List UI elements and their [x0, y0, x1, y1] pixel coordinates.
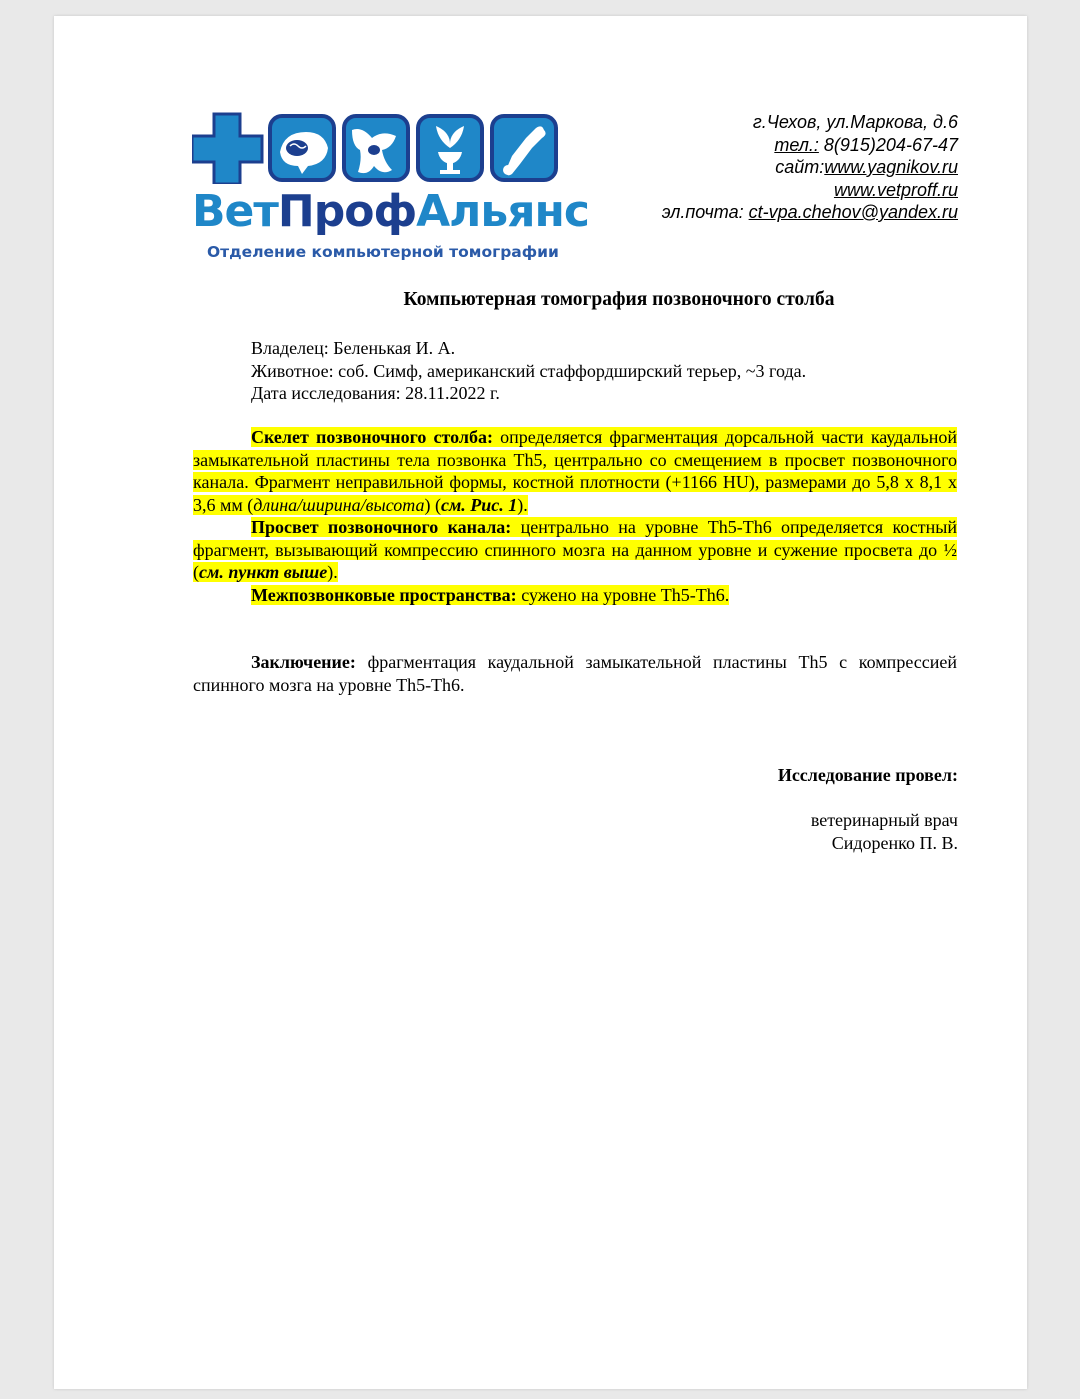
signer-name: Сидоренко П. В. [831, 832, 958, 853]
site-link-1[interactable]: www.yagnikov.ru [824, 157, 958, 177]
phone-line [662, 134, 958, 157]
brain-icon [270, 116, 334, 180]
finding-text: центрально на уровне Th5-Th6 определяется костный фрагмент, вызывающий компрессию спинного мозга на данном уровне и сужение просвета до ½ ( [193, 517, 957, 582]
logo-wordmark [192, 186, 589, 237]
spine-icon [418, 116, 482, 180]
logo-name-part3: Альянс [416, 186, 589, 237]
site-label: сайт: [775, 157, 825, 177]
patient-info [251, 337, 806, 405]
finding-spine-skeleton [193, 426, 957, 516]
finding-highlight [193, 427, 957, 515]
phone-number: 8(915)204-67-47 [818, 134, 958, 155]
finding-highlight [193, 517, 957, 582]
finding-text: сужено на уровне Th5-Th6. [516, 584, 730, 605]
finding-ref: см. Рис. 1 [440, 494, 518, 515]
site-link-2[interactable]: www.vetproff.ru [833, 179, 958, 200]
owner-line: Владелец: Беленькая И. А. [251, 338, 456, 358]
logo-name-part1: Вет [192, 186, 278, 237]
conclusion-paragraph [193, 651, 957, 696]
finding-label: Межпозвонковые пространства: [251, 584, 517, 605]
animal-line: Животное: соб. Симф, американский стаффордширский терьер, ~3 года. [251, 360, 807, 381]
finding-label: Просвет позвоночного канала: [251, 517, 512, 537]
finding-spinal-canal [193, 516, 957, 584]
site-line [662, 156, 958, 179]
phone-label: тел.: [774, 134, 819, 155]
clinic-contacts [662, 111, 958, 224]
signer-block [811, 809, 958, 854]
date-line: Дата исследования: 28.11.2022 г. [251, 383, 500, 403]
email-line [662, 201, 958, 224]
finding-italic: длина/ширина/высота [253, 494, 425, 515]
clinic-logo [192, 112, 589, 272]
finding-text: определяется фрагментация дорсальной части каудальной замыкательной пластины тела позвонка Th5, центрально со смещением в просвет позвоночного канала. Фрагмент неправильной формы, костной плотности (+1166 HU), размерами до 5,8 x 8,1 x 3,6 мм ( [193, 427, 957, 515]
joint-icon [344, 116, 408, 180]
conclusion-label: Заключение: [251, 652, 356, 672]
conclusion [193, 651, 957, 696]
finding-text-end: ). [327, 562, 338, 582]
finding-text-end: ). [517, 494, 528, 515]
finding-label: Скелет позвоночного столба: [251, 427, 493, 447]
findings [193, 426, 957, 606]
email-label: эл.почта: [661, 202, 749, 222]
email-link[interactable]: ct-vpa.chehov@yandex.ru [748, 202, 958, 222]
finding-text-mid: ) ( [424, 494, 441, 515]
signer-label: Исследование провел: [777, 765, 958, 785]
finding-highlight [251, 585, 729, 605]
bone-icon [492, 116, 556, 180]
site-line-2 [662, 179, 958, 202]
logo-name-part2: Проф [277, 186, 417, 237]
conclusion-text: фрагментация каудальной замыкательной пластины Th5 с компрессией спинного мозга на уровне Th5-Th6. [193, 652, 957, 695]
document-page [54, 16, 1027, 1389]
address: г.Чехов, ул.Маркова, д.6 [752, 112, 958, 132]
finding-intervertebral [193, 584, 957, 607]
signer-role: ветеринарный врач [810, 810, 958, 830]
report-title: Компьютерная томография позвоночного столба [403, 289, 835, 310]
logo-icons [192, 112, 572, 184]
medical-cross-icon [192, 114, 262, 184]
logo-subtitle: Отделение компьютерной томографии [207, 243, 559, 261]
finding-ref: см. пункт выше [199, 562, 328, 582]
